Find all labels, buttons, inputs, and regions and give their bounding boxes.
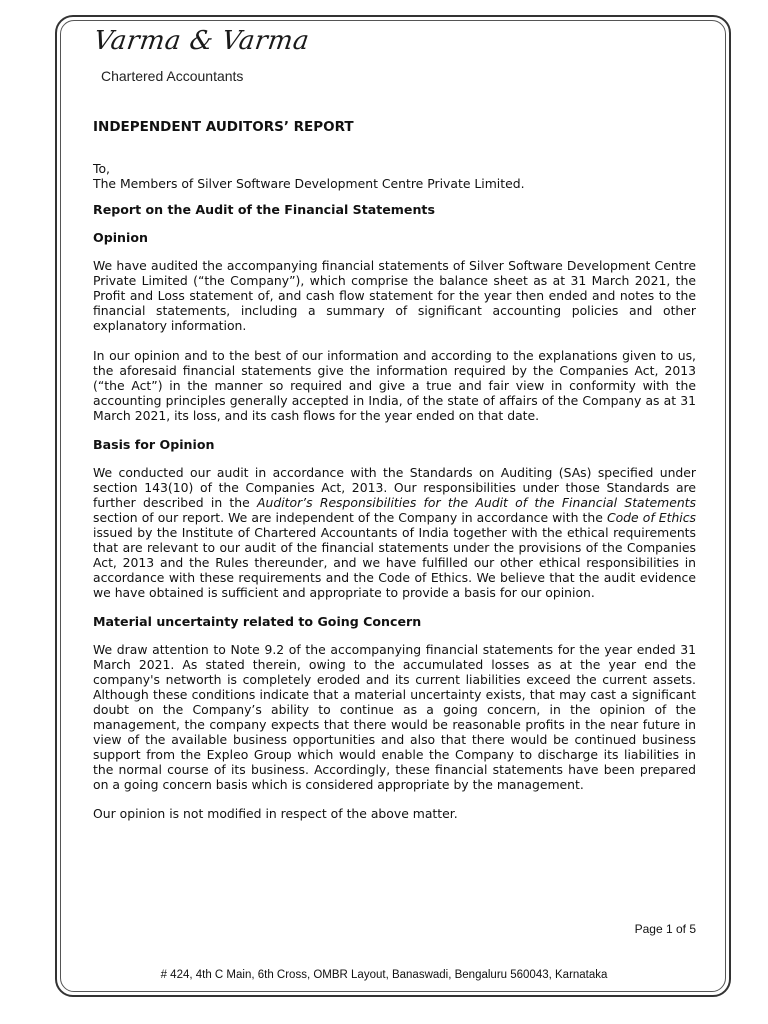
basis-italic-responsibilities: Auditor’s Responsibilities for the Audit of the Financial Statements [257,495,696,510]
report-body [93,120,696,835]
report-title: INDEPENDENT AUDITORS’ REPORT [93,119,354,135]
basis-heading: Basis for Opinion [93,437,215,452]
basis-text-2: section of our report. We are independent of the Company in accordance with the [93,510,607,525]
opinion-paragraph-2: In our opinion and to the best of our information and according to the explanations given to us, the aforesaid financial statements give the information required by the Companies Act, 2013 (“the Act”) in the manner so required and give a true and fair view in conformity with the accounting principles generally accepted in India, of the state of affairs of the Company as at 31 March 2021, its loss, and its cash flows for the year ended on that date. [93,348,696,423]
section-heading-main: Report on the Audit of the Financial Statements [93,202,435,217]
basis-text-1: We conducted our audit in accordance with the Standards on Auditing (SAs) specified under section 143(10) of the Companies Act, 2013. Our responsibilities under those Standards are further described in the [93,465,696,510]
going-concern-heading: Material uncertainty related to Going Concern [93,614,422,629]
basis-text-3: issued by the Institute of Chartered Accountants of India together with the ethical requirements that are relevant to our audit of the financial statements under the provisions of the Companies Act, 2013 and the Rules thereunder, and we have fulfilled our other ethical responsibilities in accordance with these requirements and the Code of Ethics. We believe that the audit evidence we have obtained is sufficient and appropriate to provide a basis for our opinion. [93,525,696,600]
footer-address: # 424, 4th C Main, 6th Cross, OMBR Layout, Banaswadi, Bengaluru 560043, Karnataka [160,969,608,981]
address-to: To, [93,161,110,176]
firm-subtitle: Chartered Accountants [101,68,244,84]
address-members: The Members of Silver Software Development Centre Private Limited. [93,176,525,191]
address-block [93,161,696,191]
page-number: Page 1 of 5 [634,922,696,936]
going-concern-paragraph-1: We draw attention to Note 9.2 of the accompanying financial statements for the year ended 31 March 2021. As stated therein, owing to the accumulated losses as at the year end the company's networth is completely eroded and its current liabilities exceed the current assets. Although these conditions indicate that a material uncertainty exists, that may cast a significant doubt on the Company’s ability to continue as a going concern, in the opinion of the management, the company expects that there would be reasonable profits in the near future in view of the available business opportunities and also that there would be continued business support from the Expleo Group which would enable the Company to discharge its liabilities in the normal course of its business. Accordingly, these financial statements have been prepared on a going concern basis which is considered appropriate by the management. [93,642,696,792]
opinion-paragraph-1: We have audited the accompanying financial statements of Silver Software Development Centre Private Limited (“the Company”), which comprise the balance sheet as at 31 March 2021, the Profit and Loss statement of, and cash flow statement for the year then ended and notes to the financial statements, including a summary of significant accounting policies and other explanatory information. [93,258,696,333]
firm-logo-name: Varma & Varma [91,26,312,56]
basis-paragraph [93,465,696,600]
opinion-heading: Opinion [93,230,148,245]
basis-italic-code-of-ethics: Code of Ethics [606,510,697,525]
going-concern-paragraph-2: Our opinion is not modified in respect of the above matter. [93,806,458,821]
